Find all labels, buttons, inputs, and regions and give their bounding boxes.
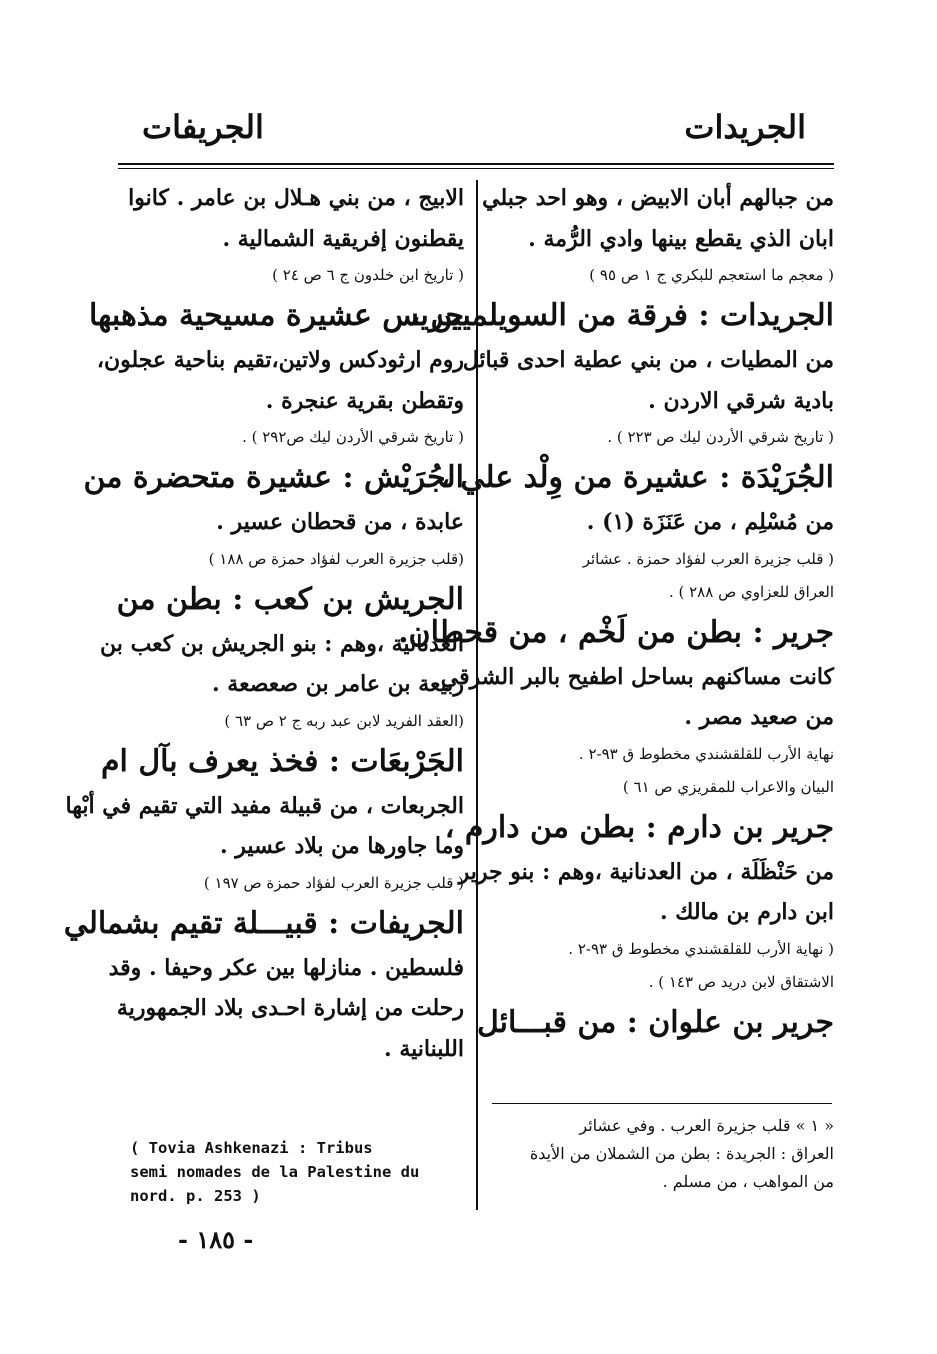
reference-line: نهاية الأرب للقلقشندي مخطوط ق ٩٣-٢ . (578, 744, 834, 763)
text-line: عابدة ، من قحطان عسير . (216, 509, 464, 535)
right-column (398, 178, 834, 1047)
page-number: - ١٨٥ - (178, 1225, 254, 1254)
header-rule (118, 163, 834, 165)
text-line: العدنانية ،وهم : بنو الجريش بن كعب بن (100, 630, 464, 657)
footnote (492, 1112, 834, 1196)
latin-reference-line: nord. p. 253 ) (130, 1187, 261, 1206)
entry-heading-line: الجريفات : قبيـــلة تقيم بشمالي (63, 905, 464, 941)
reference-line: ( تاريخ ابن خلدون ج ٦ ص ٢٤ ) (272, 266, 464, 284)
text-line: من صعيد مصر . (684, 704, 834, 730)
entry-heading-line: الجُرَيْدَة : عشيرة من وِلْد علي ، (440, 460, 834, 495)
text-line: روم ارثودكس ولاتين،تقيم بناحية عجلون، (96, 347, 464, 373)
text-line: الابيج ، من بني هـلال بن عامر . كانوا (128, 185, 464, 211)
reference-line: ( نهاية الأرب للقلقشندي مخطوط ق ٩٣-٢ . (568, 939, 834, 958)
reference-line: ( تاريخ شرقي الأردن ليك ص ٢٢٣ ) . (607, 428, 834, 446)
reference-line: البيان والاعراب للمقريزي ص ٦١ ) (622, 777, 834, 796)
text-line: فلسطين . منازلها بين عكر وحيفا . وقد (108, 954, 464, 981)
running-header (118, 108, 834, 158)
text-line: من جبالهم أبان الابيض ، وهو احد جبلي (482, 185, 834, 211)
latin-reference-line: ( Tovia Ashkenazi : Tribus (130, 1139, 373, 1157)
text-line: وما جاورها من بلاد عسير . (219, 833, 464, 859)
text-line: ابن دارم بن مالك . (659, 899, 834, 925)
text-line: ربيعة بن عامر بن صعصعة . (211, 671, 464, 697)
reference-line: (قلب جزيرة العرب لفؤاد حمزة ص ١٨٨ ) (208, 549, 464, 568)
reference-line: ( قلب جزيرة العرب لفؤاد حمزة ص ١٩٧ ) (203, 873, 464, 892)
entry-heading-line: الجريش بن كعب : بطن من (116, 581, 464, 617)
text-line: من مُسْلِم ، من عَنَزَة (١) . (586, 509, 834, 535)
text-line: ابان الذي يقطع بينها وادي الرُّمة . (528, 225, 834, 252)
entry-heading-line: جرير بن علوان : من قبـــائل (476, 1004, 834, 1040)
text-line: من حَنْظَلَة ، من العدنانية ،وهم : بنو جرير (458, 858, 834, 885)
text-line: رحلت من إشارة احـدى بلاد الجمهورية (116, 995, 464, 1021)
entry-heading-line: جرير : بطن من لَخْم ، من قحطان. (398, 614, 834, 650)
text-line: من المطيات ، من بني عطية احدى قبائل (462, 347, 834, 373)
entry-heading-line: جريس عشيرة مسيحية مذهبها (88, 298, 464, 333)
text-line: الجربعات ، من قبيلة مفيد التي تقيم في أبْها (65, 792, 464, 819)
header-right-title: الجريدات (684, 108, 806, 146)
reference-line: الاشتقاق لابن دريد ص ١٤٣ ) . (648, 972, 834, 991)
reference-line: ( تاريخ شرقي الأردن ليك ص٢٩٢ ) . (242, 428, 464, 446)
text-line: يقطنون إفريقية الشمالية . (222, 225, 464, 252)
text-line: بادية شرقي الاردن . (648, 387, 834, 414)
entry-heading-line: الجَرْبعَات : فخذ يعرف بآل ام (100, 743, 464, 779)
text-line: اللبنانية . (384, 1035, 464, 1062)
text-line: وتقطن بقرية عنجرة . (265, 387, 464, 414)
text-line: كانت مساكنهم بساحل اطفيح بالبر الشرقي (440, 663, 834, 690)
latin-reference (130, 1136, 464, 1208)
entry-heading-line: جرير بن دارم : بطن من دارم ، (444, 809, 834, 845)
footnote-rule (492, 1103, 832, 1104)
footnote-line: العراق : الجريدة : بطن من الشملان من الأيدة (529, 1144, 834, 1163)
reference-line: العراق للعزاوي ص ٢٨٨ ) . (668, 582, 834, 601)
header-left-title: الجريفات (142, 108, 264, 146)
entry-heading-line: الجريدات : فرقة من السويلميين ، (410, 298, 834, 333)
reference-line: ( قلب جزيرة العرب لفؤاد حمزة . عشائر (582, 549, 834, 568)
left-column (63, 178, 464, 1069)
footnote-line: من المواهب ، من مسلم . (662, 1172, 834, 1191)
reference-line: (العقد الفريد لابن عبد ربه ج ٢ ص ٦٣ ) (224, 711, 464, 730)
reference-line: ( معجم ما استعجم للبكري ج ١ ص ٩٥ ) (589, 266, 834, 284)
latin-reference-line: semi nomades de la Palestine du (130, 1163, 420, 1182)
footnote-line: « ١ » قلب جزيرة العرب . وفي عشائر (579, 1116, 834, 1135)
header-rule-thin (118, 168, 834, 169)
entry-heading-line: الجُرَيْش : عشيرة متحضرة من (83, 460, 464, 495)
